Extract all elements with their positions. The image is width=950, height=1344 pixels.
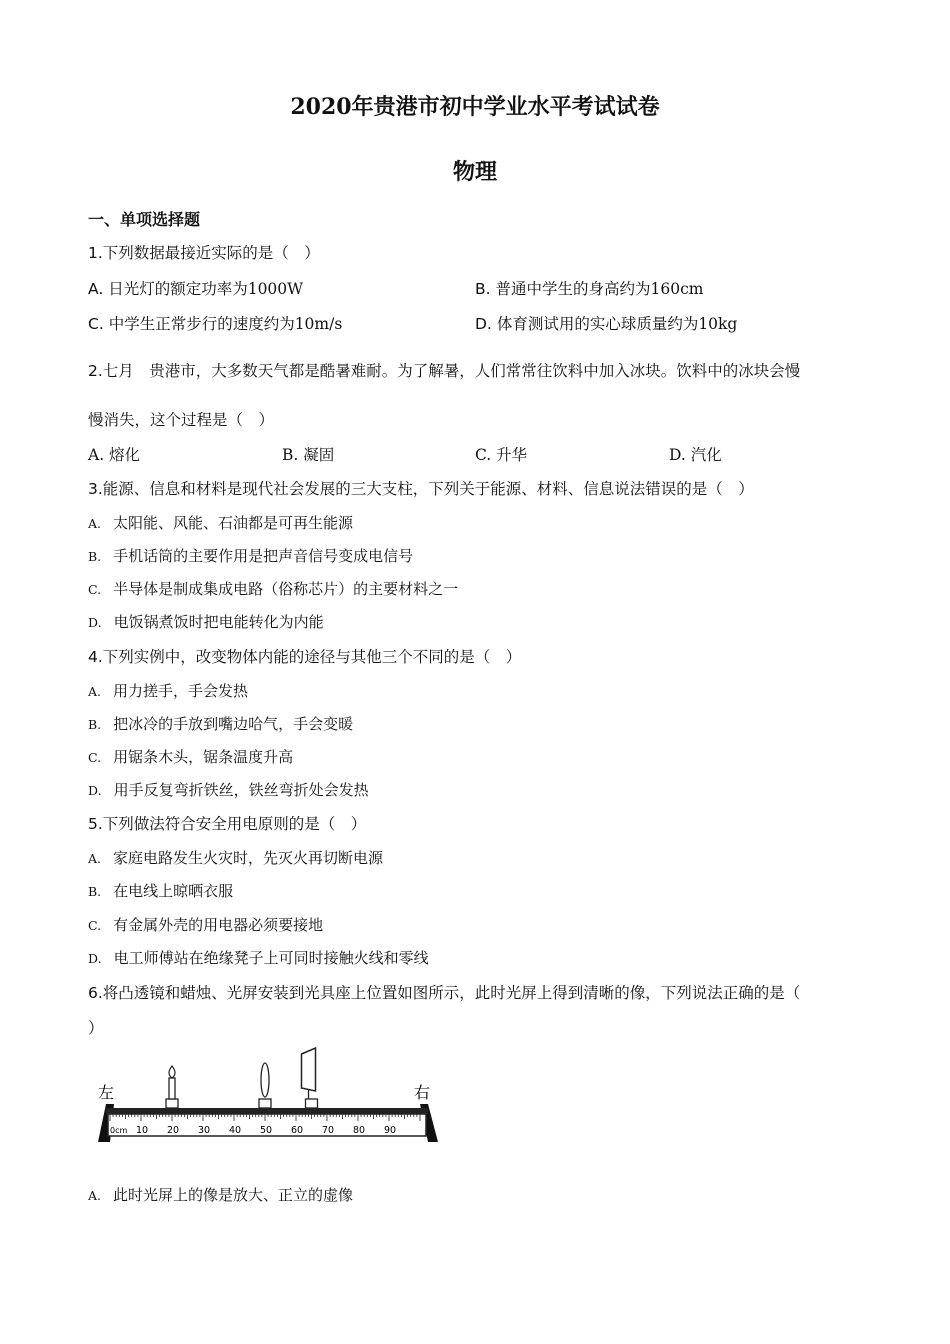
q5-option-b (88, 880, 233, 901)
ruler-tick-label: 40 (229, 1125, 242, 1136)
question-stem: 能源、信息和材料是现代社会发展的三大支柱，下列关于能源、材料、信息说法错误的是（ ） (102, 480, 754, 498)
q4-option-c (88, 746, 293, 767)
ruler-tick-label: 30 (198, 1125, 211, 1136)
option-text: 电工师傅站在绝缘凳子上可同时接触火线和零线 (113, 949, 429, 967)
question-number: 3. (88, 480, 103, 498)
question-stem: 七月 贵港市，大多数天气都是酷暑难耐。为了解暑，人们常常往饮料中加入冰块。饮料中的冰块会慢 (102, 362, 801, 380)
q3-option-b (88, 545, 413, 566)
question-number: 1. (88, 244, 103, 262)
option-text: 用手反复弯折铁丝，铁丝弯折处会发热 (113, 781, 369, 799)
ruler-tick-label: 50 (260, 1125, 273, 1136)
option-letter: A. (88, 516, 102, 531)
question-number: 6. (88, 984, 103, 1002)
option-letter: A. (88, 684, 102, 699)
q5-option-c (88, 914, 323, 935)
bench-rail (106, 1108, 428, 1114)
option-text: 在电线上晾晒衣服 (113, 882, 234, 900)
q6-option-a (88, 1184, 353, 1205)
question-stem: 下列做法符合安全用电原则的是（ ） (102, 815, 367, 833)
q4-option-b (88, 713, 353, 734)
option-text: 普通中学生的身高约为160cm (495, 280, 704, 298)
ruler-tick-label: 80 (353, 1125, 366, 1136)
option-text: 体育测试用的实心球质量约为10kg (496, 315, 738, 333)
q4-option-a (88, 680, 248, 701)
question-3 (88, 477, 754, 499)
option-text: 用锯条木头，锯条温度升高 (113, 748, 294, 766)
q1-option-d (475, 312, 737, 334)
section-heading: 一、单项选择题 (88, 210, 201, 229)
subject-title: 物理 (452, 159, 497, 185)
q2-option-a: A. 熔化 (88, 446, 141, 464)
exam-title: 2020年贵港市初中学业水平考试试卷 (290, 94, 660, 120)
question-2 (88, 359, 800, 381)
lens-holder (259, 1099, 271, 1108)
optical-bench-figure (88, 1044, 453, 1149)
candle-body (169, 1078, 175, 1099)
q1-option-c (88, 312, 342, 334)
lens-body (261, 1063, 269, 1097)
question-2-line2: 慢消失，这个过程是（ ） (88, 411, 275, 429)
option-letter: C. (88, 315, 104, 333)
q3-option-c (88, 578, 458, 599)
option-text: 半导体是制成集成电路（俗称芯片）的主要材料之一 (113, 580, 459, 598)
question-stem: 下列实例中，改变物体内能的途径与其他三个不同的是（ ） (102, 648, 522, 666)
option-text: 把冰冷的手放到嘴边哈气，手会变暖 (113, 715, 354, 733)
option-letter: D. (475, 315, 492, 333)
question-5 (88, 812, 366, 834)
candle-holder (166, 1099, 178, 1108)
screen-panel (302, 1048, 316, 1091)
option-letter: B. (475, 280, 491, 298)
q1-option-b (475, 277, 703, 299)
option-text: 日光灯的额定功率为1000W (108, 280, 304, 298)
convex-lens (259, 1063, 271, 1108)
question-4 (88, 645, 521, 667)
screen-holder (306, 1099, 318, 1108)
question-number: 4. (88, 648, 103, 666)
option-letter: C. (88, 918, 102, 933)
question-number: 2. (88, 362, 103, 380)
option-text: 中学生正常步行的速度约为10m/s (108, 315, 343, 333)
ruler-tick-label: 20 (167, 1125, 180, 1136)
question-1 (88, 241, 320, 263)
option-letter: B. (88, 717, 102, 732)
option-text: 用力搓手，手会发热 (113, 682, 249, 700)
option-letter: D. (88, 951, 102, 966)
option-text: 太阳能、风能、石油都是可再生能源 (113, 514, 354, 532)
q5-option-a (88, 847, 383, 868)
q4-option-d (88, 779, 369, 800)
left-label: 左 (98, 1083, 115, 1102)
ruler-tick-label: 70 (322, 1125, 335, 1136)
option-letter: D. (88, 615, 102, 630)
question-6-line2: ） (88, 1019, 104, 1037)
ruler-tick-label: 90 (384, 1125, 397, 1136)
option-letter: B. (88, 549, 102, 564)
question-stem: 下列数据最接近实际的是（ ） (102, 244, 320, 262)
q2-option-c: C. 升华 (475, 446, 528, 464)
option-text: 电饭锅煮饭时把电能转化为内能 (113, 613, 324, 631)
q2-option-d: D. 汽化 (669, 446, 722, 464)
option-text: 手机话筒的主要作用是把声音信号变成电信号 (113, 547, 414, 565)
right-label: 右 (414, 1083, 431, 1102)
light-screen (302, 1048, 318, 1108)
question-stem: 将凸透镜和蜡烛、光屏安装到光具座上位置如图所示，此时光屏上得到清晰的像，下列说法正确的是（ (102, 984, 801, 1002)
question-6 (88, 981, 800, 1003)
q3-option-d (88, 611, 324, 632)
option-letter: A. (88, 1188, 102, 1203)
ruler-tick-label: 10 (136, 1125, 149, 1136)
ruler-tick-label: 0cm (110, 1126, 128, 1135)
question-number: 5. (88, 815, 103, 833)
candle (166, 1066, 178, 1108)
option-letter: A. (88, 851, 102, 866)
option-letter: D. (88, 783, 102, 798)
option-text: 有金属外壳的用电器必须要接地 (113, 916, 324, 934)
q1-option-a (88, 277, 303, 299)
option-text: 家庭电路发生火灾时，先灭火再切断电源 (113, 849, 384, 867)
candle-flame-icon (169, 1066, 175, 1078)
option-letter: B. (88, 884, 102, 899)
option-letter: A. (88, 280, 104, 298)
ruler-tick-label: 60 (291, 1125, 304, 1136)
option-text: 此时光屏上的像是放大、正立的虚像 (113, 1186, 354, 1204)
q5-option-d (88, 947, 429, 968)
q3-option-a (88, 512, 353, 533)
option-letter: C. (88, 750, 102, 765)
q2-option-b: B. 凝固 (282, 446, 335, 464)
option-letter: C. (88, 582, 102, 597)
